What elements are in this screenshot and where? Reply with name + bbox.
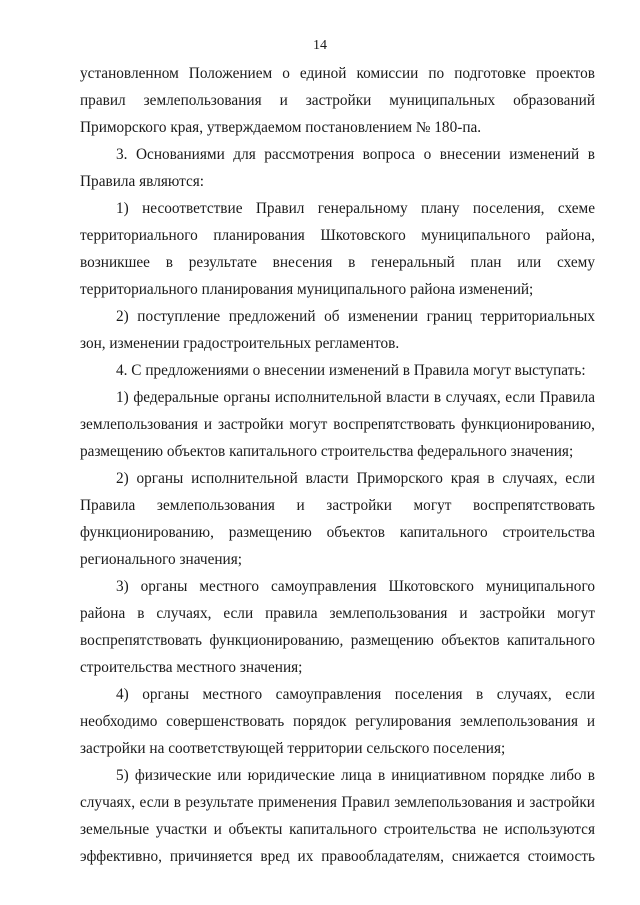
paragraph-clause-3-item-2: 2) поступление предложений об изменении границ территориальных зон, изменении градостроительных регламентов. — [80, 308, 595, 352]
paragraph-clause-4: 4. С предложениями о внесении изменений в Правила могут выступать: — [116, 362, 586, 379]
paragraph-clause-3-item-1: 1) несоответствие Правил генеральному плану поселения, схеме территориального планирования Шкотовского муниципального района, возникшее в результате внесения в генеральный план или схему территориального планирования муниципального района изменений; — [80, 200, 595, 298]
paragraph-clause-4-item-1: 1) федеральные органы исполнительной власти в случаях, если Правила землепользования и застройки могут воспрепятствовать функционированию, размещению объектов капитального строительства федерального значения; — [80, 389, 595, 460]
document-body — [80, 60, 595, 870]
paragraph-clause-4-item-4: 4) органы местного самоуправления поселения в случаях, если необходимо совершенствовать порядок регулирования землепользования и застройки на соответствующей территории сельского поселения; — [80, 686, 595, 757]
paragraph-clause-4-item-3: 3) органы местного самоуправления Шкотовского муниципального района в случаях, если правила землепользования и застройки могут воспрепятствовать функционированию, размещению объектов капитального строительства местного значения; — [80, 578, 595, 676]
paragraph-clause-4-item-2: 2) органы исполнительной власти Приморского края в случаях, если Правила землепользования и застройки могут воспрепятствовать функционированию, размещению объектов капитального строительства регионального значения; — [80, 470, 595, 568]
page-number: 14 — [313, 38, 327, 53]
paragraph-clause-4-item-5: 5) физические или юридические лица в инициативном порядке либо в случаях, если в результате применения Правил землепользования и застройки земельные участки и объекты капитального строительства не используются эффективно, причиняется вред их правообладателям, снижается стоимость — [80, 767, 595, 865]
paragraph-continuation: установленном Положением о единой комиссии по подготовке проектов правил землепользования и застройки муниципальных образований Приморского края, утверждаемом постановлением № 180-па. — [80, 65, 595, 136]
paragraph-clause-3: 3. Основаниями для рассмотрения вопроса о внесении изменений в Правила являются: — [80, 146, 595, 190]
